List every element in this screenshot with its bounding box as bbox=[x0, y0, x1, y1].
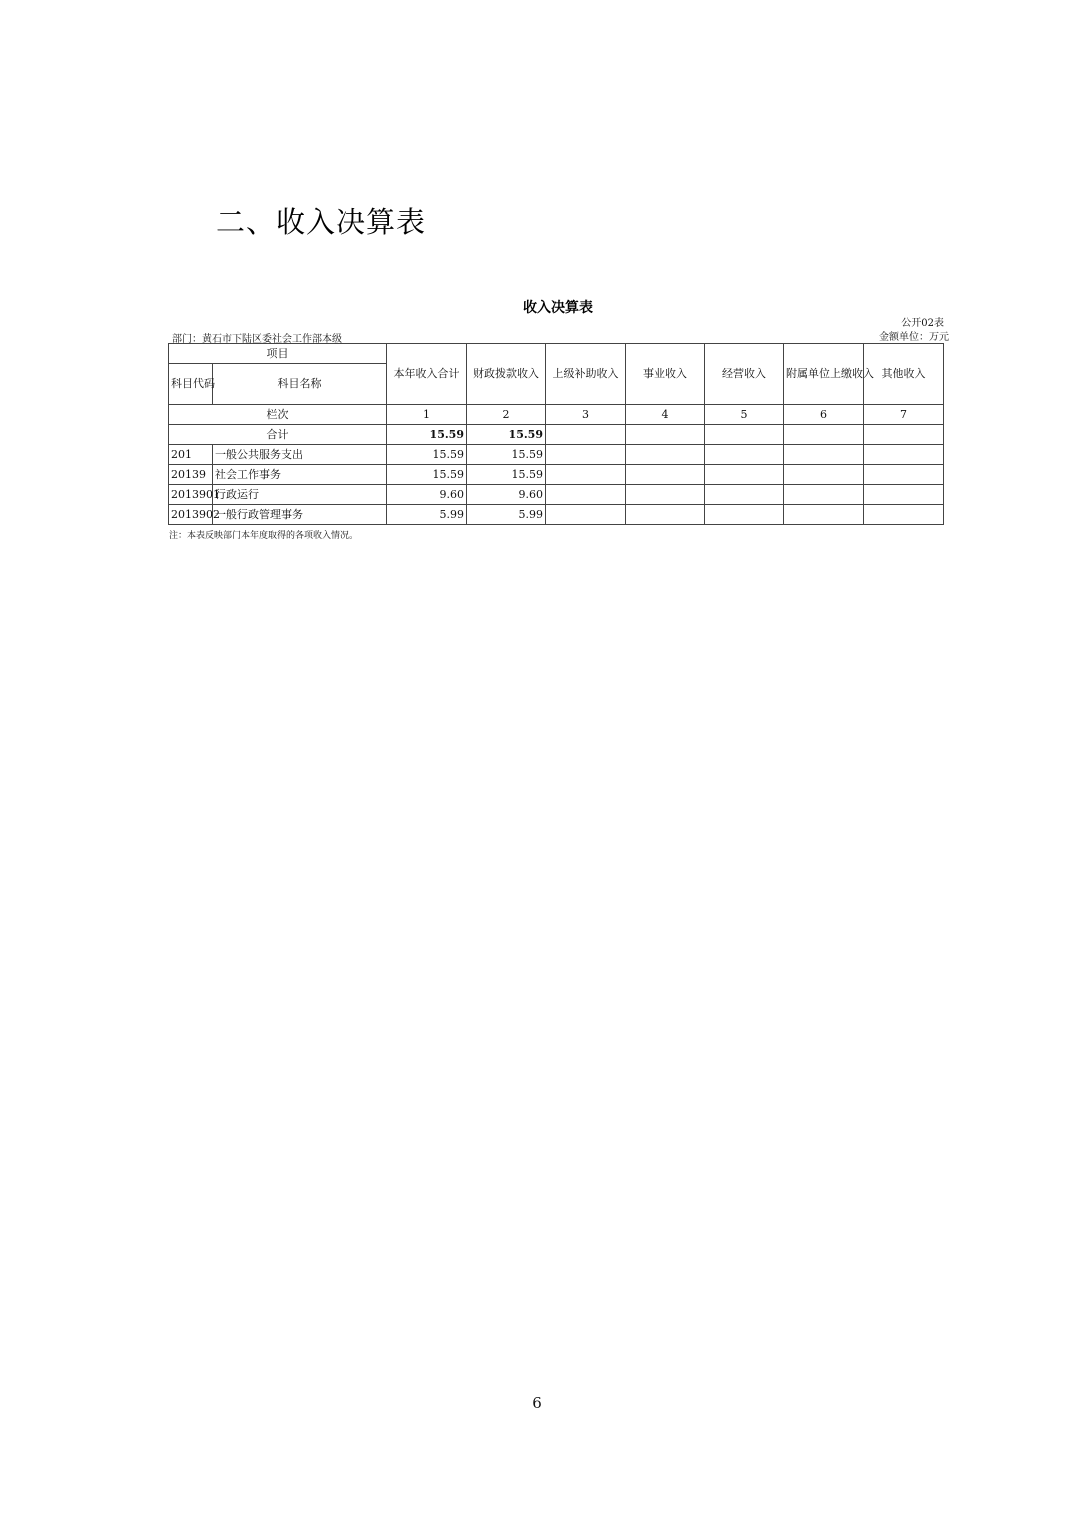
row-code: 2013901 bbox=[169, 485, 213, 505]
table-title: 收入决算表 bbox=[523, 300, 593, 316]
table-row bbox=[169, 465, 944, 485]
header-col-6: 附属单位上缴收入 bbox=[784, 344, 864, 405]
column-index: 1 bbox=[387, 405, 467, 425]
column-index: 2 bbox=[467, 405, 546, 425]
row-value bbox=[626, 465, 705, 485]
row-value bbox=[864, 445, 944, 465]
row-value: 15.59 bbox=[467, 465, 546, 485]
header-col-7: 其他收入 bbox=[864, 344, 944, 405]
total-value bbox=[626, 425, 705, 445]
header-col-5: 经营收入 bbox=[705, 344, 784, 405]
row-value: 9.60 bbox=[387, 485, 467, 505]
row-value bbox=[546, 485, 626, 505]
row-value bbox=[705, 485, 784, 505]
row-name: 社会工作事务 bbox=[213, 465, 387, 485]
row-value bbox=[784, 445, 864, 465]
header-col-4: 事业收入 bbox=[626, 344, 705, 405]
row-value bbox=[864, 465, 944, 485]
row-value: 5.99 bbox=[467, 505, 546, 525]
table-row bbox=[169, 485, 944, 505]
row-value bbox=[705, 465, 784, 485]
header-name: 科目名称 bbox=[213, 364, 387, 405]
column-index-row bbox=[169, 405, 944, 425]
row-value bbox=[626, 485, 705, 505]
total-value bbox=[705, 425, 784, 445]
table-note: 注：本表反映部门本年度取得的各项收入情况。 bbox=[169, 531, 359, 541]
row-name: 行政运行 bbox=[213, 485, 387, 505]
column-index: 3 bbox=[546, 405, 626, 425]
row-name: 一般公共服务支出 bbox=[213, 445, 387, 465]
row-value bbox=[546, 505, 626, 525]
total-value: 15.59 bbox=[467, 425, 546, 445]
total-value bbox=[864, 425, 944, 445]
header-project: 项目 bbox=[169, 344, 387, 364]
row-value bbox=[626, 445, 705, 465]
section-heading: 二、收入决算表 bbox=[216, 205, 427, 239]
header-col-1: 本年收入合计 bbox=[387, 344, 467, 405]
row-value bbox=[784, 465, 864, 485]
column-index: 7 bbox=[864, 405, 944, 425]
total-value: 15.59 bbox=[387, 425, 467, 445]
row-value: 5.99 bbox=[387, 505, 467, 525]
row-value: 9.60 bbox=[467, 485, 546, 505]
row-value bbox=[546, 445, 626, 465]
header-row-1 bbox=[169, 344, 944, 364]
income-table bbox=[168, 343, 944, 525]
row-code: 201 bbox=[169, 445, 213, 465]
row-value bbox=[705, 505, 784, 525]
total-label: 合计 bbox=[169, 425, 387, 445]
header-code: 科目代码 bbox=[169, 364, 213, 405]
total-row bbox=[169, 425, 944, 445]
row-value bbox=[864, 485, 944, 505]
total-value bbox=[784, 425, 864, 445]
row-value bbox=[546, 465, 626, 485]
column-index: 6 bbox=[784, 405, 864, 425]
unit-label: 金额单位：万元 bbox=[879, 332, 949, 343]
table-row bbox=[169, 445, 944, 465]
department-label: 部门：黄石市下陆区委社会工作部本级 bbox=[172, 334, 342, 345]
row-code: 20139 bbox=[169, 465, 213, 485]
row-value bbox=[864, 505, 944, 525]
form-code: 公开02表 bbox=[901, 318, 944, 329]
column-index-label: 栏次 bbox=[169, 405, 387, 425]
row-value bbox=[784, 505, 864, 525]
column-index: 5 bbox=[705, 405, 784, 425]
page-number: 6 bbox=[532, 1394, 542, 1412]
header-col-2: 财政拨款收入 bbox=[467, 344, 546, 405]
row-name: 一般行政管理事务 bbox=[213, 505, 387, 525]
row-value: 15.59 bbox=[387, 465, 467, 485]
row-value bbox=[784, 485, 864, 505]
row-value bbox=[626, 505, 705, 525]
row-value: 15.59 bbox=[387, 445, 467, 465]
row-code: 2013902 bbox=[169, 505, 213, 525]
row-value: 15.59 bbox=[467, 445, 546, 465]
header-col-3: 上级补助收入 bbox=[546, 344, 626, 405]
column-index: 4 bbox=[626, 405, 705, 425]
total-value bbox=[546, 425, 626, 445]
table-row bbox=[169, 505, 944, 525]
row-value bbox=[705, 445, 784, 465]
